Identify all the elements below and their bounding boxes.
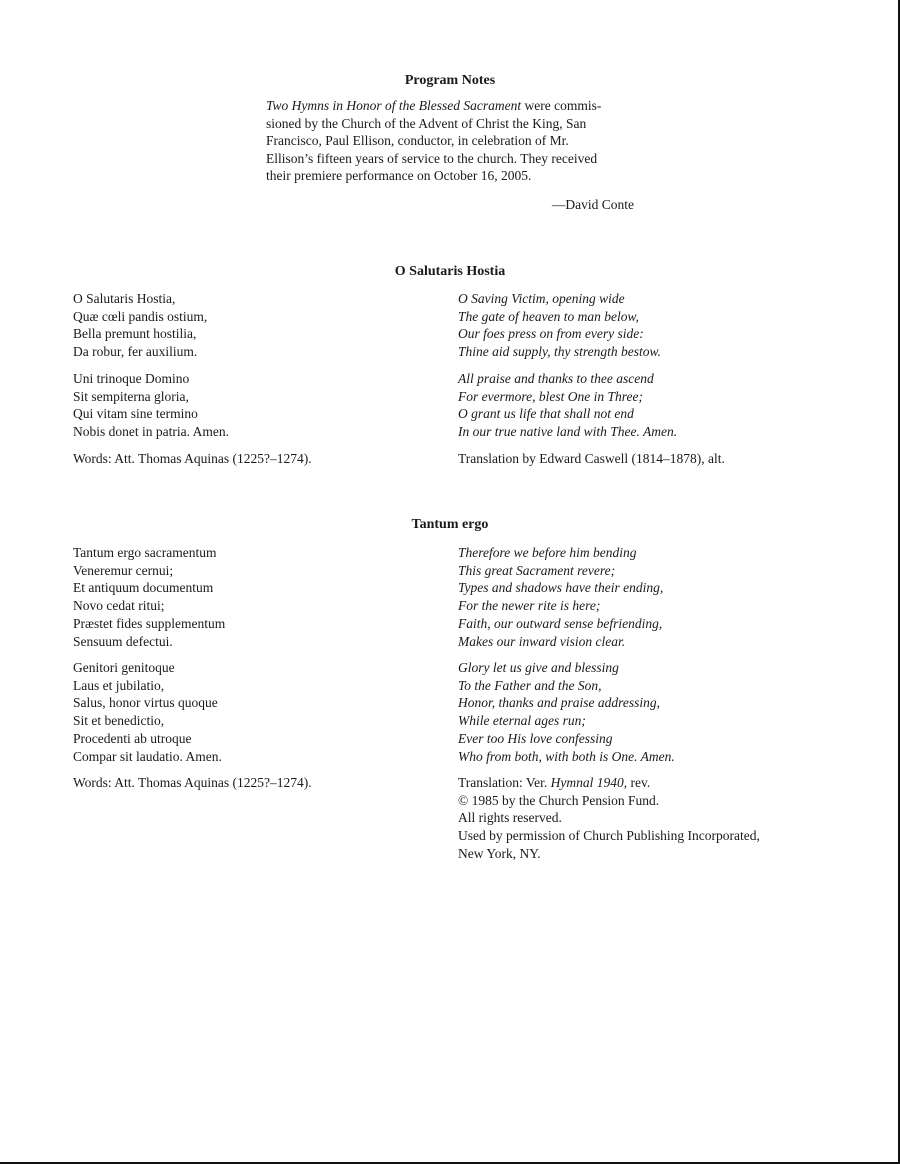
program-notes-text [266,97,634,185]
translation-credit-line: Translation: Ver. Hymnal 1940, rev. [458,775,651,790]
location-line: New York, NY. [458,845,541,861]
hymn2-translation-credit [458,774,878,863]
hymnal-title: Hymnal 1940 [550,775,624,790]
permission-line: Used by permission of Church Publishing Incorporated, [458,828,760,844]
hymn1-latin-stanza-2: Uni trinoque Domino Sit sempiterna gloria, Qui vitam sine termino Nobis donet in patria. Amen. [73,371,229,440]
copyright-line: © 1985 by the Church Pension Fund. [458,792,660,808]
hymn1-english-stanza-2: All praise and thanks to thee ascend For evermore, blest One in Three; O grant us life that shall not end In our true native land with Thee. Amen. [458,371,678,440]
hymn2-words-credit: Words: Att. Thomas Aquinas (1225?–1274). [73,775,312,790]
hymn2-latin-stanza-2: Genitori genitoque Laus et jubilatio, Salus, honor virtus quoque Sit et benedictio, Procedenti ab utroque Compar sit laudatio. Amen. [73,660,222,764]
hymn2-english-stanza-1: Therefore we before him bending This great Sacrament revere; Types and shadows have their ending, For the newer rite is here; Faith, our outward sense befriending, Makes our inward vision clear. [458,545,664,649]
notes-line: Ellison’s fifteen years of service to the church. They received [266,150,598,166]
hymn1-words-credit: Words: Att. Thomas Aquinas (1225?–1274). [73,451,312,466]
hymn1-english-stanza-1: O Saving Victim, opening wide The gate of heaven to man below, Our foes press on from every side: Thine aid supply, thy strength bestow. [458,291,661,360]
hymn2-title: Tantum ergo [411,517,489,532]
hymn1-latin-stanza-1: O Salutaris Hostia, Quæ cœli pandis ostium, Bella premunt hostilia, Da robur, fer auxilium. [73,291,208,360]
hymn2-english-stanza-2: Glory let us give and blessing To the Father and the Son, Honor, thanks and praise addressing, While eternal ages run; Ever too His love confessing Who from both, with both is One. Amen. [458,660,675,764]
notes-signature: —David Conte [551,197,634,212]
notes-line: Two Hymns in Honor of the Blessed Sacrament were commis- [266,98,602,113]
hymn1-title: O Salutaris Hostia [394,264,506,279]
hymn2-latin-stanza-1: Tantum ergo sacramentum Veneremur cernui; Et antiquum documentum Novo cedat ritui; Præstet fides supplementum Sensuum defectui. [73,545,226,649]
rights-line: All rights reserved. [458,810,562,826]
program-notes-heading: Program Notes [404,73,496,88]
notes-line: Francisco, Paul Ellison, conductor, in celebration of Mr. [266,133,569,148]
notes-line: their premiere performance on October 16, 2005. [266,168,532,183]
notes-line: sioned by the Church of the Advent of Christ the King, San [266,115,587,131]
notes-work-title: Two Hymns in Honor of the Blessed Sacrament [266,98,522,113]
hymn1-translation-credit: Translation by Edward Caswell (1814–1878), alt. [458,451,725,466]
